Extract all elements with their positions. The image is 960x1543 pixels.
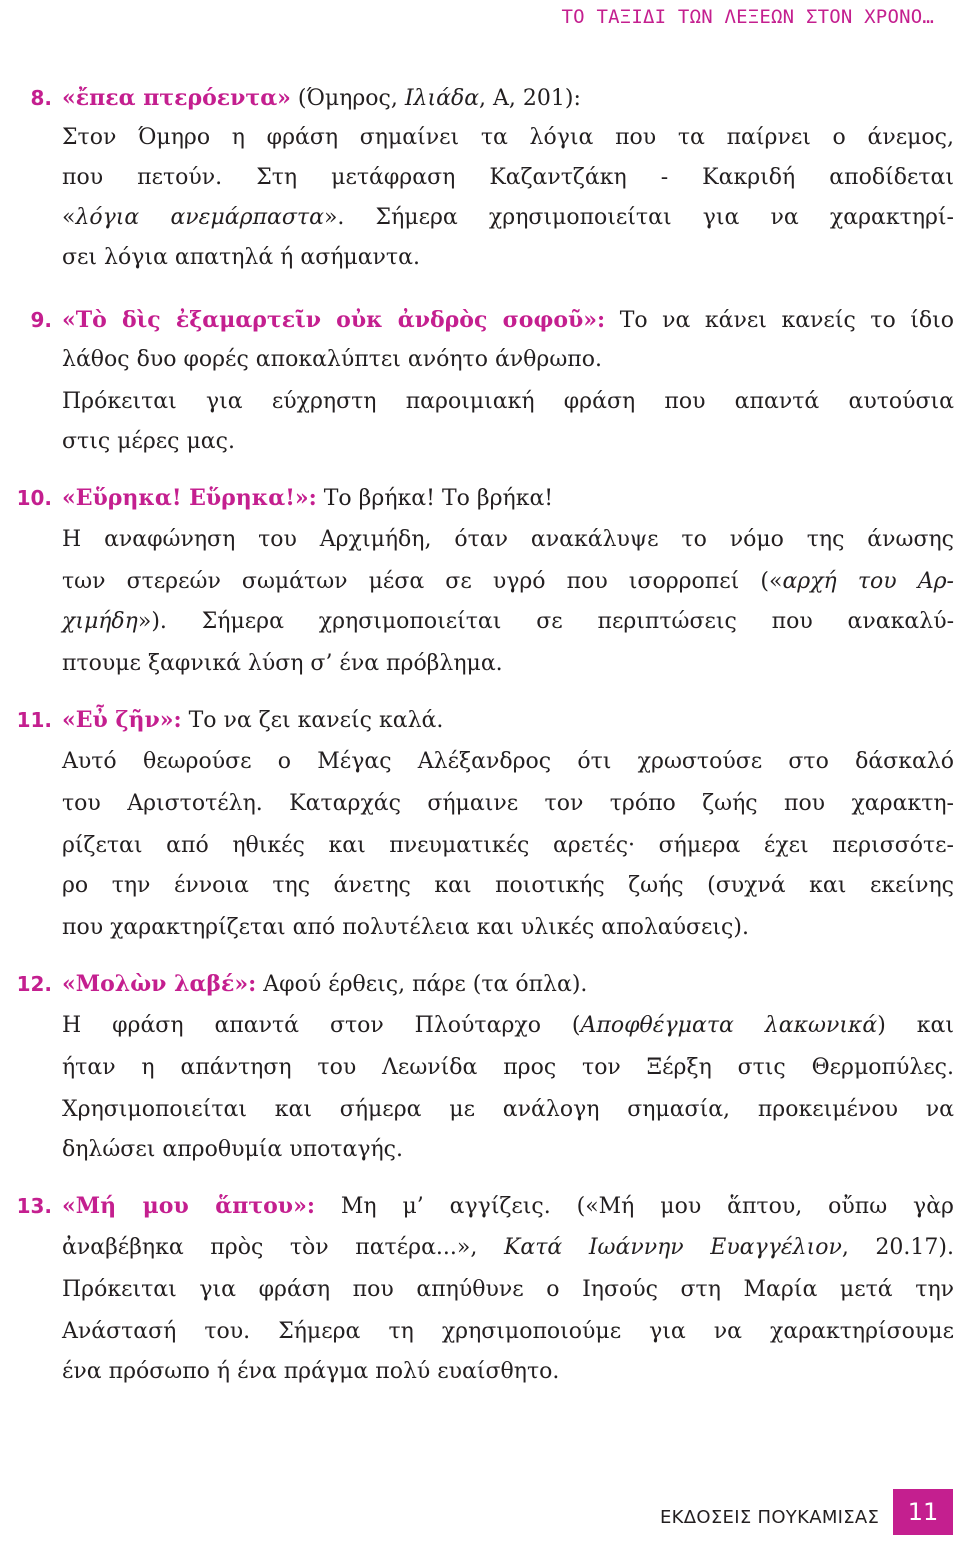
phrase-term: «Εὕρηκα! Εὕρηκα!»: — [62, 485, 317, 511]
text-line: Στον Όμηρο η φράση σημαίνει τα λόγια που τα παίρνει ο άνεμος, — [62, 125, 954, 150]
entry-heading — [62, 700, 954, 740]
text-run: ἀναβέβηκα πρὸς τὸν πατέρα...», — [62, 1235, 504, 1260]
entry-number: 8. — [30, 86, 52, 110]
phrase-term: «Εὖ ζῆν»: — [62, 707, 182, 733]
page-number: 11 — [893, 1489, 953, 1535]
text-line: που χαρακτηρίζεται από πολυτέλεια και υλικές απολαύσεις). — [62, 915, 749, 940]
text-run: Το να κάνει κανείς το ίδιο — [605, 308, 954, 333]
text-line: πτουμε ξαφνικά λύση σ’ ένα πρόβλημα. — [62, 651, 503, 676]
text-line: ρο την έννοια της άνετης και ποιοτικής ζωής (συχνά και εκείνης — [62, 873, 954, 898]
phrase-term: «ἔπεα πτερόεντα» — [62, 85, 291, 111]
entry-number: 10. — [16, 486, 52, 510]
text-run: « — [62, 205, 76, 230]
source-title: Αποφθέγματα λακωνικά — [580, 1013, 878, 1038]
entry-number: 9. — [30, 308, 52, 332]
entry-heading — [62, 478, 954, 518]
text-line: σει λόγια απατηλά ή ασήμαντα. — [62, 245, 420, 270]
entry-heading — [62, 78, 954, 118]
text-line — [62, 1228, 954, 1268]
text-run: των στερεών σωμάτων μέσα σε υγρό που ισορροπεί (« — [62, 569, 783, 594]
text-run: Η φράση απαντά στον Πλούταρχο ( — [62, 1013, 581, 1038]
phrase-term: «Μολὼν λαβέ»: — [62, 971, 257, 997]
text-line — [62, 198, 954, 238]
text-run: Το βρήκα! Το βρήκα! — [316, 486, 554, 511]
text-run: (Όμηρος, — [290, 86, 405, 111]
text-line: Η αναφώνηση του Αρχιμήδη, όταν ανακάλυψε το νόμο της άνωσης — [62, 527, 954, 552]
text-run: Αφού έρθεις, πάρε (τα όπλα). — [256, 972, 588, 997]
text-run: Μη μ’ αγγίζεις. («Μή μου ἅπτου, οὔπω γὰρ — [314, 1194, 954, 1219]
text-line: Πρόκειται για φράση που απηύθυνε ο Ιησούς στη Μαρία μετά την — [62, 1277, 954, 1302]
source-title: Ιλιάδα — [404, 86, 480, 111]
text-line: λάθος δυο φορές αποκαλύπτει ανόητο άνθρωπο. — [62, 347, 602, 372]
text-line: που πετούν. Στη μετάφραση Καζαντζάκη - Κακριδή αποδίδεται — [62, 165, 954, 190]
entry-number: 13. — [16, 1194, 52, 1218]
entry-heading — [62, 300, 954, 340]
source-title: Κατά Ιωάννην Ευαγγέλιον — [503, 1235, 842, 1260]
text-line: Αυτό θεωρούσε ο Μέγας Αλέξανδρος ότι χρωστούσε στο δάσκαλό — [62, 749, 954, 774]
text-line: ρίζεται από ηθικές και πνευματικές αρετές· σήμερα έχει περισσότε- — [62, 833, 954, 858]
italic-run: λόγια ανεμάρπαστα — [75, 205, 324, 230]
phrase-term: «Τὸ δὶς ἐξαμαρτεῖν οὐκ ἀνδρὸς σοφοῦ»: — [62, 307, 606, 333]
italic-run: χιμήδη — [62, 609, 138, 634]
italic-run: αρχή του Αρ- — [782, 569, 954, 594]
text-line — [62, 1006, 954, 1046]
text-run: , 20.17). — [841, 1235, 954, 1260]
phrase-term: «Μή μου ἅπτου»: — [62, 1193, 315, 1219]
text-run: »). Σήμερα χρησιμοποιείται σε περιπτώσεις που ανακαλύ- — [137, 609, 954, 634]
text-line: ένα πρόσωπο ή ένα πράγμα πολύ ευαίσθητο. — [62, 1359, 560, 1384]
running-title: ΤΟ ΤΑΞΙΔΙ ΤΩΝ ΛΕΞΕΩΝ ΣΤΟΝ ΧΡΟΝΟ… — [561, 6, 934, 28]
text-run: Το να ζει κανείς καλά. — [181, 708, 444, 733]
text-run: ». Σήμερα χρησιμοποιείται για να χαρακτηρί- — [323, 205, 954, 230]
entry-heading — [62, 1186, 954, 1226]
entry-number: 11. — [16, 708, 52, 732]
text-line — [62, 602, 954, 642]
text-run: ) και — [877, 1013, 954, 1038]
text-line: Χρησιμοποιείται και σήμερα με ανάλογη σημασία, προκειμένου να — [62, 1097, 954, 1122]
text-run: , Α, 201): — [479, 86, 581, 111]
text-line: του Αριστοτέλη. Καταρχάς σήμαινε τον τρόπο ζωής που χαρακτη- — [62, 791, 954, 816]
text-line: δηλώσει απροθυμία υποταγής. — [62, 1137, 403, 1162]
entry-heading — [62, 964, 954, 1004]
publisher-name: ΕΚΔΟΣΕΙΣ ΠΟΥΚΑΜΙΣΑΣ — [660, 1506, 880, 1528]
text-line: ήταν η απάντηση του Λεωνίδα προς τον Ξέρξη στις Θερμοπύλες. — [62, 1055, 954, 1080]
text-line — [62, 562, 954, 602]
text-line: Ανάστασή του. Σήμερα τη χρησιμοποιούμε για να χαρακτηρίσουμε — [62, 1319, 954, 1344]
text-line: στις μέρες μας. — [62, 429, 235, 454]
text-line: Πρόκειται για εύχρηστη παροιμιακή φράση που απαντά αυτούσια — [62, 389, 954, 414]
entry-number: 12. — [16, 972, 52, 996]
